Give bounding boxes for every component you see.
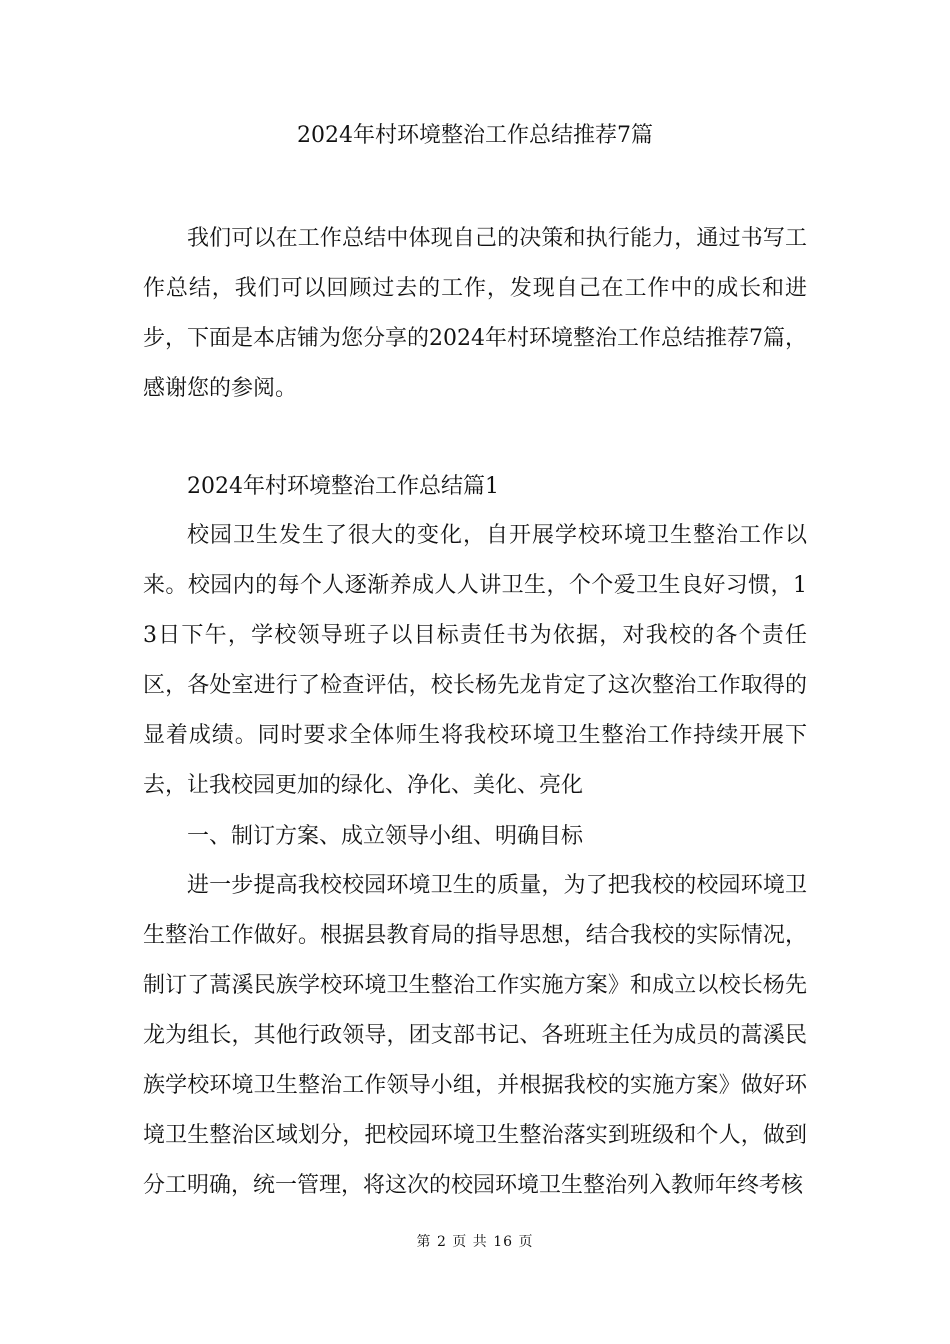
section-heading: 2024年村环境整治工作总结篇1 [187, 474, 499, 499]
page-indicator: 第 2 页 共 16 页 [416, 1234, 534, 1250]
subheading-1: 一、制订方案、成立领导小组、明确目标 [187, 824, 584, 849]
section-paragraph-2: 进一步提高我校校园环境卫生的质量，为了把我校的校园环境卫生整治工作做好。根据县教育局的指导思想，结合我校的实际情况，制订了蒿溪民族学校环境卫生整治工作实施方案》和成立以校长杨先龙为组长，其他行政领导，团支部书记、各班班主任为成员的蒿溪民族学校环境卫生整治工作领导小组，并根据我校的实施方案》做好环境卫生整治区域划分，把校园环境卫生整治落实到班级和个人，做到分工明确，统一管理，将这次的校园环境卫生整治列入教师年终考核 [143, 873, 807, 1198]
intro-paragraph: 我们可以在工作总结中体现自己的决策和执行能力，通过书写工作总结，我们可以回顾过去的工作，发现自己在工作中的成长和进步，下面是本店铺为您分享的2024年村环境整治工作总结推荐7篇，感谢您的参阅。 [143, 226, 807, 401]
section-paragraph-1: 校园卫生发生了很大的变化，自开展学校环境卫生整治工作以来。校园内的每个人逐渐养成人人讲卫生，个个爱卫生良好习惯，13日下午，学校领导班子以目标责任书为依据，对我校的各个责任区，各处室进行了检查评估，校长杨先龙肯定了这次整治工作取得的显着成绩。同时要求全体师生将我校环境卫生整治工作持续开展下去，让我校园更加的绿化、净化、美化、亮化 [143, 523, 807, 798]
document-title: 2024年村环境整治工作总结推荐7篇 [297, 123, 653, 148]
